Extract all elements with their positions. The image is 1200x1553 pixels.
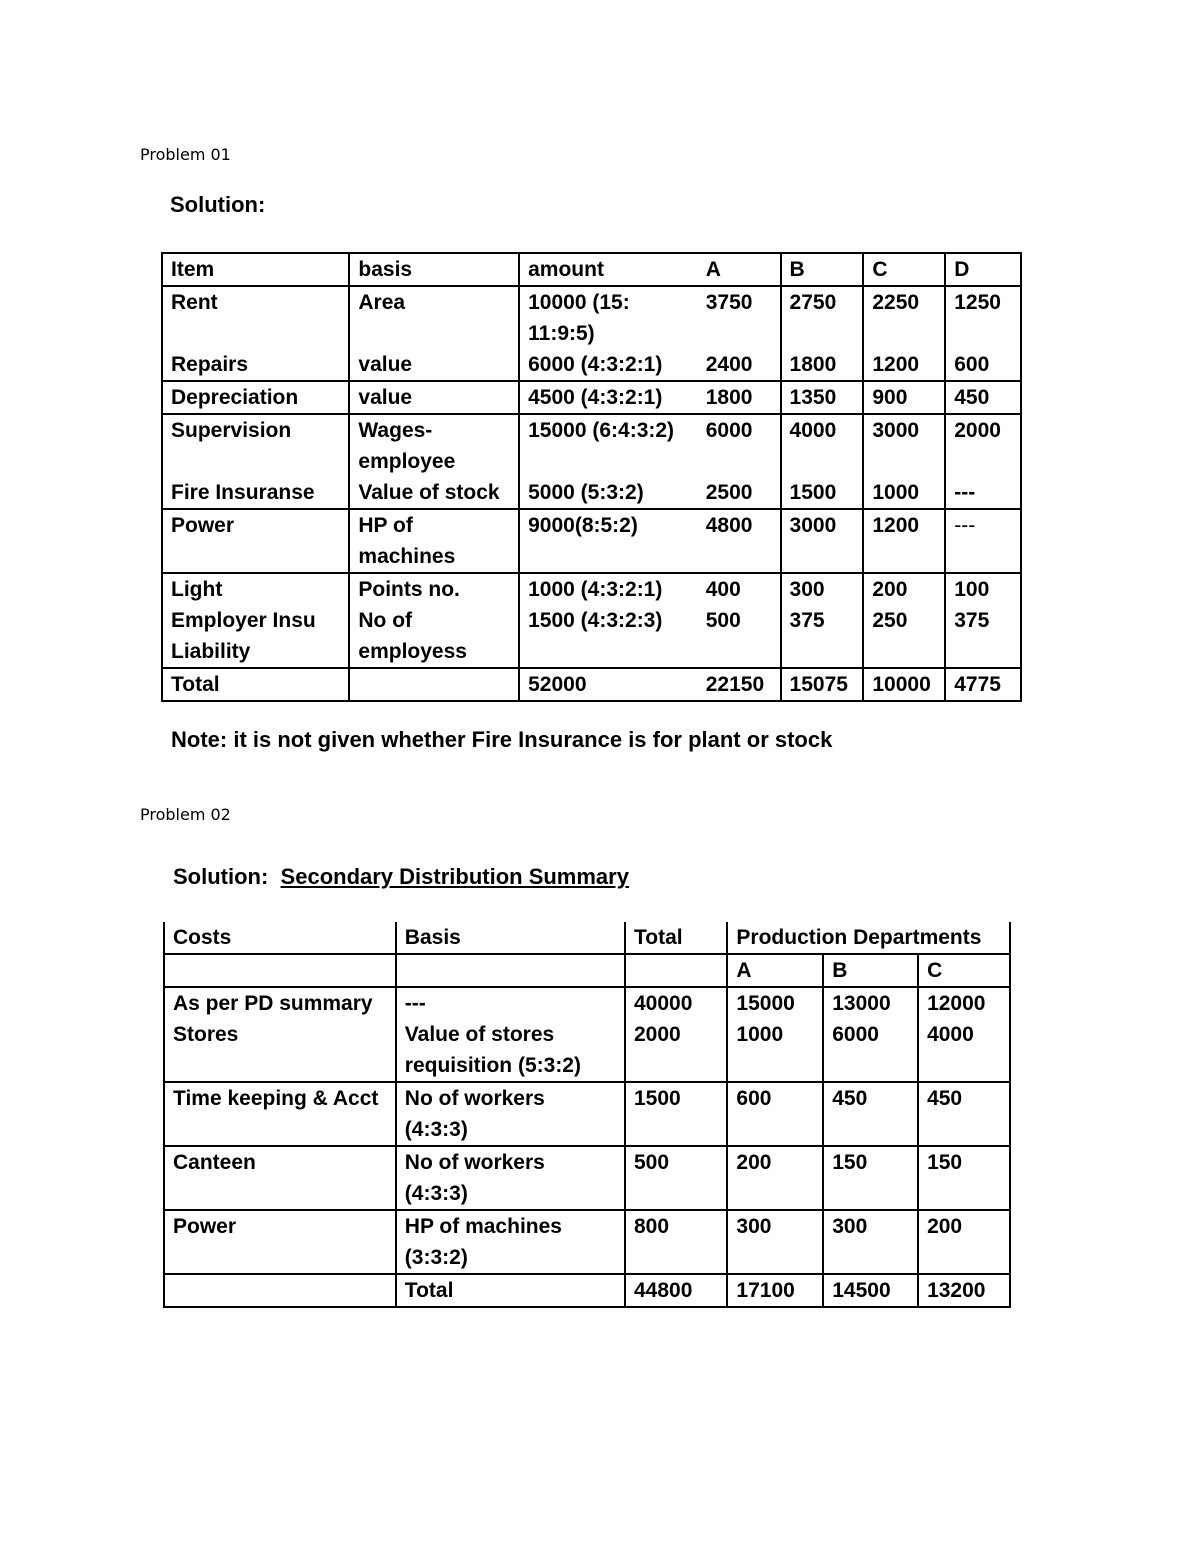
table-cell: 15000 (6:4:3:2) 5000 (5:3:2) xyxy=(519,414,698,509)
table-row xyxy=(162,381,1021,414)
table-header-row xyxy=(162,253,1021,286)
table-row xyxy=(164,1146,1010,1210)
table-cell: 10000 xyxy=(863,668,945,701)
header-b: B xyxy=(781,253,864,286)
table-total-row xyxy=(164,1274,1010,1307)
table-cell: 150 xyxy=(823,1146,918,1210)
table-cell: 40000 2000 xyxy=(625,987,727,1082)
header-item: Item xyxy=(162,253,349,286)
table-row xyxy=(162,286,1021,381)
problem-01-label: Problem 01 xyxy=(140,145,231,164)
table-cell: 450 xyxy=(823,1082,918,1146)
table-cell: 4775 xyxy=(945,668,1021,701)
table-cell: Power xyxy=(162,509,349,573)
table-cell: 450 xyxy=(918,1082,1010,1146)
secondary-distribution-table xyxy=(163,922,1011,1308)
table-cell: 3000 1000 xyxy=(863,414,945,509)
table-cell: 200 xyxy=(727,1146,823,1210)
table-cell: 13000 6000 xyxy=(823,987,918,1082)
table-cell: 200 250 xyxy=(863,573,945,668)
table-cell: Rent Repairs xyxy=(162,286,349,381)
table-cell: Wages- employee Value of stock xyxy=(349,414,519,509)
header-amount: amount xyxy=(519,253,698,286)
table-cell: HP of machines xyxy=(349,509,519,573)
secondary-distribution-title: Secondary Distribution Summary xyxy=(280,864,629,889)
table-cell: 200 xyxy=(918,1210,1010,1274)
table-cell: Power xyxy=(164,1210,396,1274)
table-cell: 4000 1500 xyxy=(781,414,864,509)
table-cell: Points no. No of employess xyxy=(349,573,519,668)
table-cell: 1000 (4:3:2:1) 1500 (4:3:2:3) xyxy=(519,573,698,668)
table-cell: Total xyxy=(396,1274,625,1307)
table-cell xyxy=(396,954,625,987)
header-a: A xyxy=(698,253,781,286)
table-cell: 9000(8:5:2) xyxy=(519,509,698,573)
table-row xyxy=(162,414,1021,509)
table-cell: 22150 xyxy=(698,668,781,701)
table-cell: 17100 xyxy=(727,1274,823,1307)
table-cell: 100 375 xyxy=(945,573,1021,668)
table-cell: 300 375 xyxy=(781,573,864,668)
table-cell: 3000 xyxy=(781,509,864,573)
table-cell xyxy=(164,954,396,987)
header-basis: basis xyxy=(349,253,519,286)
table-cell: HP of machines (3:3:2) xyxy=(396,1210,625,1274)
table-cell: --- xyxy=(945,509,1021,573)
table-cell: 2250 1200 xyxy=(863,286,945,381)
table-cell: Light Employer Insu Liability xyxy=(162,573,349,668)
table-row xyxy=(162,573,1021,668)
apportionment-table xyxy=(161,252,1022,702)
table-cell xyxy=(164,1274,396,1307)
table-cell: 1350 xyxy=(781,381,864,414)
table-cell: 52000 xyxy=(519,668,698,701)
table-cell: No of workers (4:3:3) xyxy=(396,1146,625,1210)
table-cell: 400 500 xyxy=(698,573,781,668)
table-cell: 300 xyxy=(823,1210,918,1274)
table-row xyxy=(162,509,1021,573)
table-cell: 2750 1800 xyxy=(781,286,864,381)
header-costs: Costs xyxy=(164,922,396,954)
problem-02-label: Problem 02 xyxy=(140,805,231,824)
table-cell: 500 xyxy=(625,1146,727,1210)
table-cell: 4500 (4:3:2:1) xyxy=(519,381,698,414)
table-cell: 6000 2500 xyxy=(698,414,781,509)
header-basis: Basis xyxy=(396,922,625,954)
subheader-a: A xyxy=(727,954,823,987)
table-cell: 1800 xyxy=(698,381,781,414)
table-cell: 150 xyxy=(918,1146,1010,1210)
header-production-departments: Production Departments xyxy=(727,922,1010,954)
table-subheader-row xyxy=(164,954,1010,987)
table-cell: Area value xyxy=(349,286,519,381)
header-d: D xyxy=(945,253,1021,286)
solution-heading-2 xyxy=(173,864,629,890)
table-row xyxy=(164,1210,1010,1274)
table-cell: 450 xyxy=(945,381,1021,414)
table-header-row xyxy=(164,922,1010,954)
table-cell: 1200 xyxy=(863,509,945,573)
table-cell: 44800 xyxy=(625,1274,727,1307)
table-cell: 1500 xyxy=(625,1082,727,1146)
table-total-row xyxy=(162,668,1021,701)
table-cell: 900 xyxy=(863,381,945,414)
table-cell: 13200 xyxy=(918,1274,1010,1307)
table-cell: As per PD summary Stores xyxy=(164,987,396,1082)
header-c: C xyxy=(863,253,945,286)
subheader-b: B xyxy=(823,954,918,987)
table-cell: Depreciation xyxy=(162,381,349,414)
solution-heading-1: Solution: xyxy=(170,192,266,217)
fire-insurance-note: Note: it is not given whether Fire Insurance is for plant or stock xyxy=(171,727,833,752)
table-row xyxy=(164,987,1010,1082)
table-cell: 15075 xyxy=(781,668,864,701)
table-cell: 15000 1000 xyxy=(727,987,823,1082)
header-total: Total xyxy=(625,922,727,954)
table-cell: --- Value of stores requisition (5:3:2) xyxy=(396,987,625,1082)
table-cell: Total xyxy=(162,668,349,701)
table-cell: 2000 --- xyxy=(945,414,1021,509)
table-cell xyxy=(349,668,519,701)
table-cell: 10000 (15: 11:9:5) 6000 (4:3:2:1) xyxy=(519,286,698,381)
table-cell: 4800 xyxy=(698,509,781,573)
table-row xyxy=(164,1082,1010,1146)
table-cell: Supervision Fire Insuranse xyxy=(162,414,349,509)
table-cell: 14500 xyxy=(823,1274,918,1307)
table-cell xyxy=(625,954,727,987)
subheader-c: C xyxy=(918,954,1010,987)
solution-prefix: Solution: xyxy=(173,864,269,889)
table-cell: 1250 600 xyxy=(945,286,1021,381)
table-cell: No of workers (4:3:3) xyxy=(396,1082,625,1146)
table-cell: 12000 4000 xyxy=(918,987,1010,1082)
table-cell: Time keeping & Acct xyxy=(164,1082,396,1146)
table-cell: 800 xyxy=(625,1210,727,1274)
table-cell: 600 xyxy=(727,1082,823,1146)
table-cell: value xyxy=(349,381,519,414)
table-cell: 3750 2400 xyxy=(698,286,781,381)
table-cell: Canteen xyxy=(164,1146,396,1210)
table-cell: 300 xyxy=(727,1210,823,1274)
